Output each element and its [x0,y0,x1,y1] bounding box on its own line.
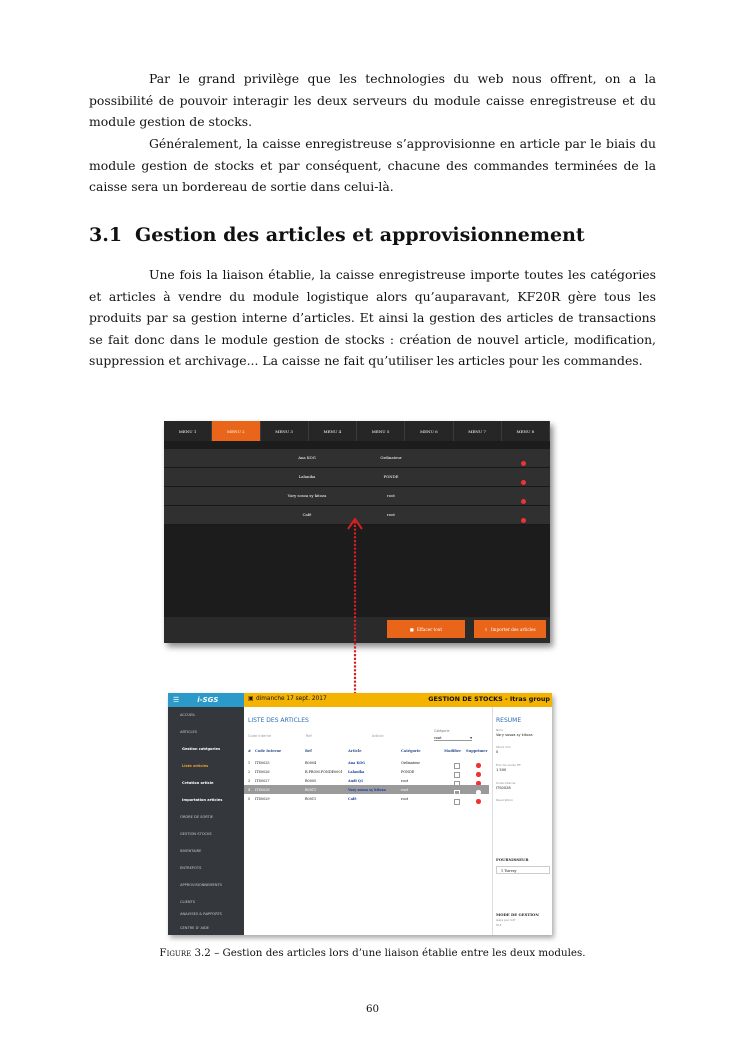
table-row-selected[interactable]: 4 ITS0028 R0011 Vary sosoa sy kitoza root [244,785,489,794]
resume-prix: 1 500 [496,768,507,772]
pos-menu-item[interactable]: MENU 5 [357,421,405,441]
pos-menu-item-active[interactable]: MENU 2 [212,421,260,441]
delete-icon[interactable] [521,480,526,485]
delete-icon[interactable] [476,799,481,804]
pos-menu-item[interactable]: MENU 4 [309,421,357,441]
pos-article-name: Ana KOG [298,455,316,460]
nav-clients[interactable]: CLIENTS [180,900,196,904]
resume-fournisseur-row: 1 Tsiresy [496,866,550,874]
pos-menu-item[interactable]: MENU 6 [405,421,453,441]
table-row[interactable]: 5 ITS0029 R0011 Café root [244,794,489,803]
pos-menu-item[interactable]: MENU 1 [164,421,212,441]
delete-icon[interactable] [521,499,526,504]
resume-stock-label: Stock min [496,745,511,749]
resume-nom: Vary sosoa sy kitoza [496,733,533,737]
paragraph-1: Par le grand privilège que les technologies du web nous offrent, on a la possibilité de pouvoir interagir les deux serveurs du module caisse enregistreuse et du module gestion de stocks. [89,71,656,130]
resume-desc-label: Description [496,798,514,802]
col-article: Article [348,749,362,753]
delete-icon[interactable] [521,518,526,523]
nav-ordre-sortie[interactable]: ORDRE DE SORTIE [180,815,214,819]
section-heading: 3.1 Gestion des articles et approvisionnement [89,224,585,246]
resume-mode-sub2: OUI [496,923,502,927]
resume-mode-sub1: Gère par lot? [496,918,516,922]
sgs-article-list [244,707,489,935]
resume-mode: MODE DE GESTION [496,912,539,917]
col-categorie: Catégorie [401,749,421,753]
sgs-logo: ☰ i-SGS [168,693,244,707]
chevron-down-icon: ▾ [470,735,472,740]
pos-article-list [164,449,550,525]
table-row[interactable]: 2 ITS0026 R.PROM.PONDE0001 Lalanika PONDE [244,767,489,776]
nav-gestion-stocks[interactable]: GESTION STOCKS [180,832,212,836]
sgs-sidebar [168,693,244,935]
pos-article-category: root [387,512,395,517]
pos-article-category: root [387,493,395,498]
resume-code-label: Code interne [496,781,516,785]
pos-menu-item[interactable]: MENU 8 [502,421,550,441]
pos-menu-item[interactable]: MENU 7 [454,421,502,441]
col-ref: Ref [305,749,312,753]
pos-article-row[interactable] [164,449,550,468]
header-app-title: GESTION DE STOCKS - Itras group [428,695,550,703]
filter-article[interactable]: Article [372,734,384,738]
table-row[interactable]: 3 ITS0027 R0005 Audi Q1 root [244,776,489,785]
nav-entrepots[interactable]: ENTREPOTS [180,866,202,870]
sgs-header [244,693,552,707]
resume-stock: 0 [496,750,499,754]
nav-centre-aide[interactable]: CENTRE D' AIDE [180,926,210,930]
resume-nom-label: Nom [496,728,504,732]
import-icon: ⇩ [484,626,488,632]
pos-article-row[interactable] [164,487,550,506]
col-code: Code Interne [255,749,282,753]
resume-code: ITS0028 [496,786,511,790]
nav-accueil[interactable]: ACCUEIL [180,713,196,717]
nav-analyses[interactable]: ANALYSES & RAPPORTS [180,912,222,916]
import-articles-label: Importer des articles [490,626,536,632]
pos-article-name: Lalanika [298,474,316,479]
nav-gestion-categories[interactable]: Gestion catégories [182,747,221,751]
nav-liste-articles[interactable]: Liste articles [182,764,209,768]
trash-icon: ■ [409,626,414,632]
calendar-icon: ▣ [248,696,254,702]
nav-importation-articles[interactable]: Importation articles [182,798,223,802]
page-number: 60 [365,1003,380,1015]
pos-article-name: Café [302,512,312,517]
list-title: LISTE DES ARTICLES [248,717,309,724]
delete-icon[interactable] [521,461,526,466]
paragraph-3: Une fois la liaison établie, la caisse enregistreuse importe toutes les catégories et articles à vendre du module logistique alors qu’auparavant, KF20R gère tous les produits par sa gestion interne d’articles. Et ainsi la gestion des articles de transactions se fait donc dans le module gestion de stocks : création de nouvel article, modification, suppression et archivage... La caisse ne fait qu’utiliser les articles pour les commandes. [89,267,656,369]
pos-menu-bar [164,421,550,441]
sgs-screenshot [168,693,552,935]
nav-approvisionnements[interactable]: APPROVISIONNEMENTS [180,883,222,887]
pos-article-category: Ordinateur [380,455,402,460]
resume-title: RESUME [496,717,522,724]
col-supprimer: Supprimer [466,749,488,753]
table-row[interactable]: 1 ITS0025 R0004 Ana KOG Ordinateur [244,758,489,767]
nav-inventaire[interactable]: INVENTAIRE [180,849,202,853]
pos-menu-item[interactable]: MENU 3 [261,421,309,441]
col-num: # [248,749,252,753]
filter-ref[interactable]: Ref [306,734,312,738]
nav-creation-article[interactable]: Création article [182,781,214,785]
pos-article-name: Vary sosoa sy kitoza [287,493,327,498]
sgs-resume-panel [492,707,552,935]
resume-fournisseur: FOURNISSEUR [496,857,529,862]
pos-article-category: PONDE [383,474,399,479]
paragraph-2: Généralement, la caisse enregistreuse s’approvisionne en article par le biais du module gestion de stocks et par conséquent, chacune des commandes terminées de la caisse sera un bordereau de sortie dans celui-là. [89,136,656,195]
nav-articles[interactable]: ARTICLES [180,730,198,734]
header-date: dimanche 17 sept. 2017 [256,696,327,702]
clear-all-label: Effacer tout [416,626,443,632]
pos-article-row[interactable] [164,468,550,487]
filter-code-interne[interactable]: Code interne [248,734,272,738]
edit-icon[interactable] [454,799,460,805]
filter-categorie-select[interactable]: root ▾ [434,735,472,740]
clear-all-button[interactable] [387,620,465,638]
filter-categorie-label: Catégorie [434,729,450,733]
menu-icon[interactable]: ☰ [173,696,180,704]
resume-prix-label: Prix de vente HT [496,763,521,767]
figure-caption: Figure 3.2 – Gestion des articles lors d’une liaison établie entre les deux modules. [159,947,586,959]
col-modifier: Modifier [444,749,462,753]
import-articles-button[interactable] [474,620,546,638]
